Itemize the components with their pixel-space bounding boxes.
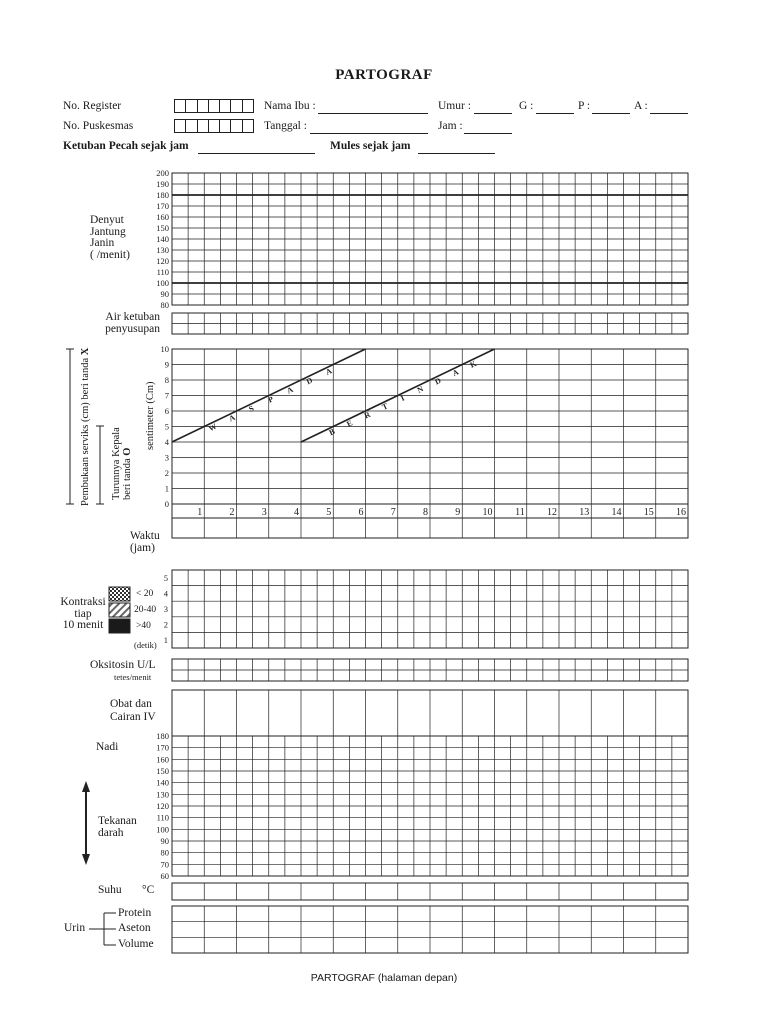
serviks-scale-label: 2 bbox=[164, 468, 169, 478]
page-title: PARTOGRAF bbox=[335, 67, 433, 83]
p-label: P : bbox=[578, 100, 591, 112]
djj-label: Denyut Jantung Janin ( /menit) bbox=[90, 214, 130, 261]
footer-caption: PARTOGRAF (halaman depan) bbox=[310, 972, 458, 984]
serviks-scale-label: 9 bbox=[164, 359, 169, 370]
nadi-scale-label: 60 bbox=[160, 871, 169, 881]
bertindak-letter: E bbox=[345, 418, 354, 429]
bertindak-letter: D bbox=[433, 375, 443, 387]
a-label: A : bbox=[634, 100, 648, 112]
djj-scale-label: 160 bbox=[156, 212, 169, 222]
hour-label: 6 bbox=[358, 507, 364, 518]
waspada-letter: S bbox=[247, 403, 256, 414]
bertindak-letter: I bbox=[399, 393, 406, 403]
kontraksi-scale-label: 5 bbox=[163, 572, 168, 583]
waspada-letter: P bbox=[266, 394, 275, 405]
turunnya-kepala-label: Turunnya Kepala beri tanda O bbox=[111, 427, 133, 500]
nadi-scale-label: 80 bbox=[160, 847, 169, 858]
nadi-scale-label: 140 bbox=[156, 777, 169, 788]
nadi-scale-label: 100 bbox=[156, 824, 169, 835]
kontraksi-label: Kontraksi tiap 10 menit bbox=[60, 596, 106, 631]
waspada-letter: A bbox=[324, 366, 334, 377]
hour-label: 7 bbox=[390, 507, 396, 518]
urin-aseton-label: Aseton bbox=[118, 922, 151, 934]
djj-scale-label: 90 bbox=[160, 289, 169, 299]
legend-swatch-20-40 bbox=[109, 603, 130, 617]
djj-scale-label: 200 bbox=[156, 168, 169, 178]
o-mark: O bbox=[122, 447, 133, 456]
kontraksi-scale-label: 3 bbox=[163, 604, 168, 614]
nadi-scale-label: 110 bbox=[156, 812, 169, 823]
tetes-menit-label: tetes/menit bbox=[114, 672, 152, 682]
serviks-scale-label: 4 bbox=[164, 437, 169, 447]
nadi-scale-label: 150 bbox=[156, 766, 169, 776]
djj-scale-label: 120 bbox=[156, 256, 169, 266]
djj-scale-label: 190 bbox=[156, 179, 169, 189]
hour-label: 5 bbox=[326, 507, 332, 518]
hour-label: 11 bbox=[515, 507, 525, 518]
urin-label: Urin bbox=[64, 922, 86, 934]
bertindak-letter: N bbox=[415, 384, 425, 395]
waspada-letter: W bbox=[207, 421, 219, 434]
waspada-letter: A bbox=[285, 384, 295, 396]
suhu-label: Suhu bbox=[98, 884, 122, 896]
legend-lt20: < 20 bbox=[136, 589, 154, 599]
nadi-label: Nadi bbox=[96, 741, 119, 753]
djj-scale-label: 180 bbox=[156, 190, 169, 200]
bertindak-letter: K bbox=[468, 358, 478, 370]
hour-label: 4 bbox=[294, 507, 299, 518]
djj-scale-label: 130 bbox=[156, 245, 169, 255]
djj-scale-label: 140 bbox=[156, 234, 169, 244]
waspada-letter: D bbox=[304, 375, 314, 387]
kontraksi-scale-label: 4 bbox=[163, 588, 168, 599]
hour-label: 12 bbox=[547, 507, 557, 518]
serviks-scale-label: 0 bbox=[164, 499, 169, 509]
tanggal-label: Tanggal : bbox=[264, 120, 307, 132]
sentimeter-axis-label: sentimeter (Cm) bbox=[145, 381, 156, 450]
mules-label: Mules sejak jam bbox=[330, 140, 411, 152]
djj-scale-label: 110 bbox=[156, 267, 169, 277]
serviks-scale-label: 1 bbox=[164, 483, 169, 494]
urin-protein-label: Protein bbox=[118, 907, 152, 919]
serviks-scale-label: 5 bbox=[164, 421, 169, 432]
nama-ibu-label: Nama Ibu : bbox=[264, 100, 316, 112]
djj-scale-label: 80 bbox=[160, 300, 169, 310]
serviks-scale-label: 10 bbox=[160, 344, 169, 354]
djj-scale-label: 170 bbox=[156, 201, 169, 211]
obat-label: Obat dan Cairan IV bbox=[110, 698, 156, 723]
urin-volume-label: Volume bbox=[118, 938, 154, 950]
ketuban-label: Ketuban Pecah sejak jam bbox=[63, 140, 189, 152]
hour-label: 2 bbox=[229, 507, 235, 518]
hour-label: 9 bbox=[455, 507, 461, 518]
no-puskesmas-label: No. Puskesmas bbox=[63, 120, 134, 132]
bertindak-letter: A bbox=[451, 367, 461, 379]
serviks-scale-label: 7 bbox=[164, 390, 169, 401]
pembukaan-serviks-label: Pembukaan serviks (cm) beri tanda X bbox=[80, 347, 91, 506]
hour-label: 15 bbox=[643, 507, 654, 518]
detik-label: (detik) bbox=[134, 640, 157, 650]
hour-label: 14 bbox=[611, 507, 622, 518]
oksitosin-label: Oksitosin U/L bbox=[90, 659, 156, 671]
nadi-scale-label: 120 bbox=[156, 801, 169, 811]
x-mark: X bbox=[80, 347, 91, 356]
kontraksi-scale-label: 1 bbox=[163, 635, 168, 646]
nadi-scale-label: 160 bbox=[156, 754, 169, 765]
hour-label: 1 bbox=[197, 507, 203, 518]
jam-label: Jam : bbox=[438, 120, 463, 132]
serviks-scale-label: 8 bbox=[164, 375, 169, 385]
no-register-label: No. Register bbox=[63, 100, 122, 112]
bertindak-letter: T bbox=[380, 401, 390, 412]
bertindak-letter: B bbox=[327, 426, 337, 438]
nadi-scale-label: 130 bbox=[156, 789, 169, 800]
hour-label: 8 bbox=[423, 507, 428, 518]
celsius-label: °C bbox=[142, 884, 155, 896]
nadi-scale-label: 180 bbox=[156, 731, 169, 741]
legend-swatch-gt40 bbox=[109, 619, 130, 633]
nadi-scale-label: 70 bbox=[160, 859, 169, 870]
djj-scale-label: 100 bbox=[156, 278, 169, 288]
umur-label: Umur : bbox=[438, 100, 471, 112]
waktu-label: Waktu (jam) bbox=[130, 530, 160, 554]
hour-label: 16 bbox=[676, 507, 686, 518]
nadi-scale-label: 170 bbox=[156, 742, 169, 753]
legend-swatch-lt20 bbox=[109, 587, 130, 601]
hour-label: 13 bbox=[579, 507, 590, 518]
nadi-scale-label: 90 bbox=[160, 836, 169, 846]
serviks-scale-label: 6 bbox=[164, 406, 169, 416]
air-ketuban-label: Air ketuban penyusupan bbox=[105, 311, 160, 335]
waspada-letter: A bbox=[227, 412, 237, 424]
bertindak-letter: R bbox=[362, 409, 372, 421]
urin-bracket bbox=[89, 913, 116, 945]
g-label: G : bbox=[519, 100, 534, 112]
kontraksi-scale-label: 2 bbox=[163, 619, 168, 630]
legend-gt40: >40 bbox=[136, 621, 151, 631]
legend-20-40: 20-40 bbox=[134, 605, 157, 615]
serviks-brackets bbox=[66, 349, 104, 504]
hour-label: 10 bbox=[482, 507, 493, 518]
tekanan-arrow bbox=[82, 781, 90, 865]
serviks-scale-label: 3 bbox=[164, 452, 169, 463]
tekanan-darah-label: Tekanan darah bbox=[98, 815, 137, 839]
djj-scale-label: 150 bbox=[156, 223, 169, 233]
hour-label: 3 bbox=[261, 507, 267, 518]
